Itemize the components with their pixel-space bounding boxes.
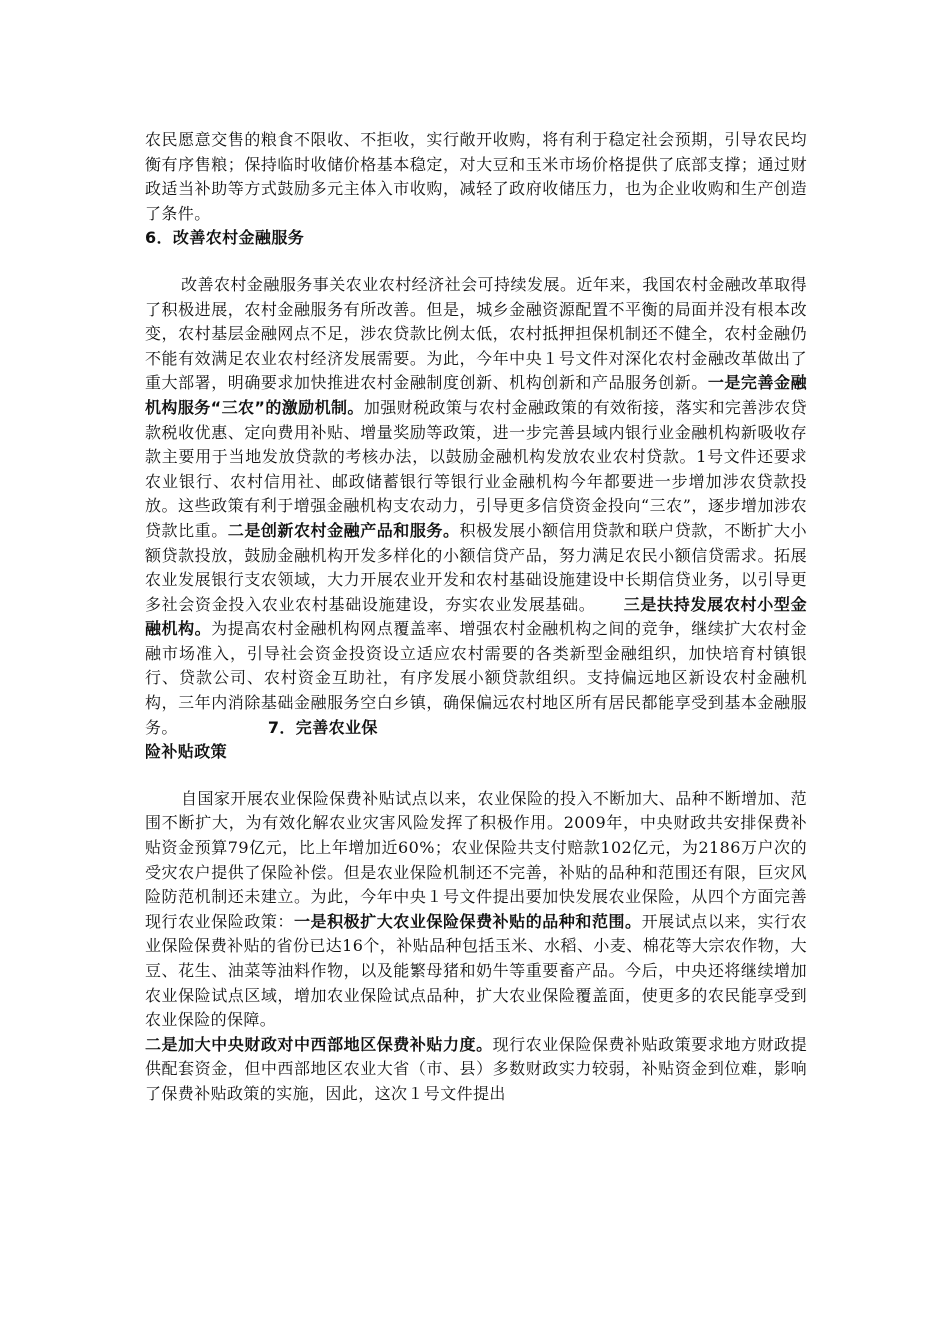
paragraph-agri-insurance bbox=[145, 787, 807, 1033]
section-heading-7-part1: 7．完善农业保 bbox=[267, 717, 378, 737]
paragraph-gap bbox=[145, 251, 807, 273]
section-heading-6: 6．改善农村金融服务 bbox=[145, 228, 305, 248]
document-body bbox=[145, 128, 807, 1107]
bold-point-1: 一是积极扩大农业保险保费补贴的品种和范围。 bbox=[293, 911, 642, 931]
bold-point-2: 二是创新农村金融产品和服务。 bbox=[227, 520, 460, 540]
text-run: 加强财税政策与农村金融政策的有效衔接，落实和完善涉农贷款税收优惠、定向费用补贴、增量奖励等政策，进一步完善县域内银行业金融机构新吸收存款主要用于当地发放贷款的考核办法，以鼓励金融机构发放农业农村贷款。1号文件还要求农业银行、农村信用社、邮政储蓄银行等银行业金融机构今年都要进一步增加涉农贷款投放。这些政策有利于增强金融机构支农动力，引导更多信贷资金投向“三农”，逐步增加涉农贷款比重。 bbox=[145, 397, 807, 540]
bold-point-2: 二是加大中央财政对中西部地区保费补贴力度。 bbox=[145, 1034, 493, 1054]
paragraph-gap bbox=[145, 765, 807, 787]
section-heading-7-part2: 险补贴政策 bbox=[145, 742, 228, 762]
paragraph-rural-finance bbox=[145, 273, 807, 740]
text-run: 为提高农村金融机构网点覆盖率、增强农村金融机构之间的竞争，继续扩大农村金融市场准入，引导社会资金投资设立适应农村需要的各类新型金融组织，加快培育村镇银行、贷款公司、农村资金互助社，有序发展小额贷款组织。支持偏远地区新设农村金融机构，三年内消除基础金融服务空白乡镇，确保偏远农村地区所有居民都能享受到基本金融服务。 bbox=[145, 619, 807, 737]
paragraph-central-subsidy bbox=[145, 1033, 807, 1107]
bold-point-3: 三是扶持发展农村小型金融机构。 bbox=[145, 594, 807, 639]
text-run: 自国家开展农业保险保费补贴试点以来，农业保险的投入不断加大、品种不断增加、范围不断扩大，为有效化解农业灾害风险发挥了积极作用。2009年，中央财政共安排保费补贴资金预算79亿元，比上年增加近60%；农业保险共支付赔款102亿元，为2186万户次的受灾农户提供了保险补偿。但是农业保险机制还不完善，补贴的品种和范围还有限，巨灾风险防范机制还未建立。为此，今年中央１号文件提出要加快发展农业保险，从四个方面完善现行农业保险政策： bbox=[145, 788, 807, 931]
text-run: 改善农村金融服务事关农业农村经济社会可持续发展。近年来，我国农村金融改革取得了积极进展，农村金融服务有所改善。但是，城乡金融资源配置不平衡的局面并没有根本改变，农村基层金融网点不足，涉农贷款比例太低，农村抵押担保机制还不健全，农村金融仍不能有效满足农业农村经济发展需要。为此，今年中央１号文件对深化农村金融改革做出了重大部署，明确要求加快推进农村金融制度创新、机构创新和产品服务创新。 bbox=[145, 274, 807, 393]
text-run: 开展试点以来，实行农业保险保费补贴的省份已达16个，补贴品种包括玉米、水稻、小麦、棉花等大宗农作物，大豆、花生、油菜等油料作物，以及能繁母猪和奶牛等重要畜产品。今后，中央还将继续增加农业保险试点区域，增加农业保险试点品种，扩大农业保险覆盖面，使更多的农民能享受到农业保险的保障。 bbox=[145, 911, 807, 1030]
text-run: 现行农业保险保费补贴政策要求地方财政提供配套资金，但中西部地区农业大省（市、县）多数财政实力较弱，补贴资金到位难，影响了保费补贴政策的实施，因此，这次１号文件提出 bbox=[145, 1034, 807, 1103]
paragraph-grain-purchase: 农民愿意交售的粮食不限收、不拒收，实行敞开收购，将有利于稳定社会预期，引导农民均衡有序售粮；保持临时收储价格基本稳定，对大豆和玉米市场价格提供了底部支撑；通过财政适当补助等方式鼓励多元主体入市收购，减轻了政府收储压力，也为企业收购和生产创造了条件。 bbox=[145, 130, 807, 223]
bold-point-1: 一是完善金融机构服务“三农”的激励机制。 bbox=[145, 373, 807, 417]
text-run: 积极发展小额信用贷款和联户贷款，不断扩大小额贷款投放，鼓励金融机构开发多样化的小额信贷产品，努力满足农民小额信贷需求。拓展农业发展银行支农领域，大力开展农业开发和农村基础设施建设中长期信贷业务，以引导更多社会资金投入农业农村基础设施建设，夯实农业发展基础。 bbox=[145, 520, 807, 614]
